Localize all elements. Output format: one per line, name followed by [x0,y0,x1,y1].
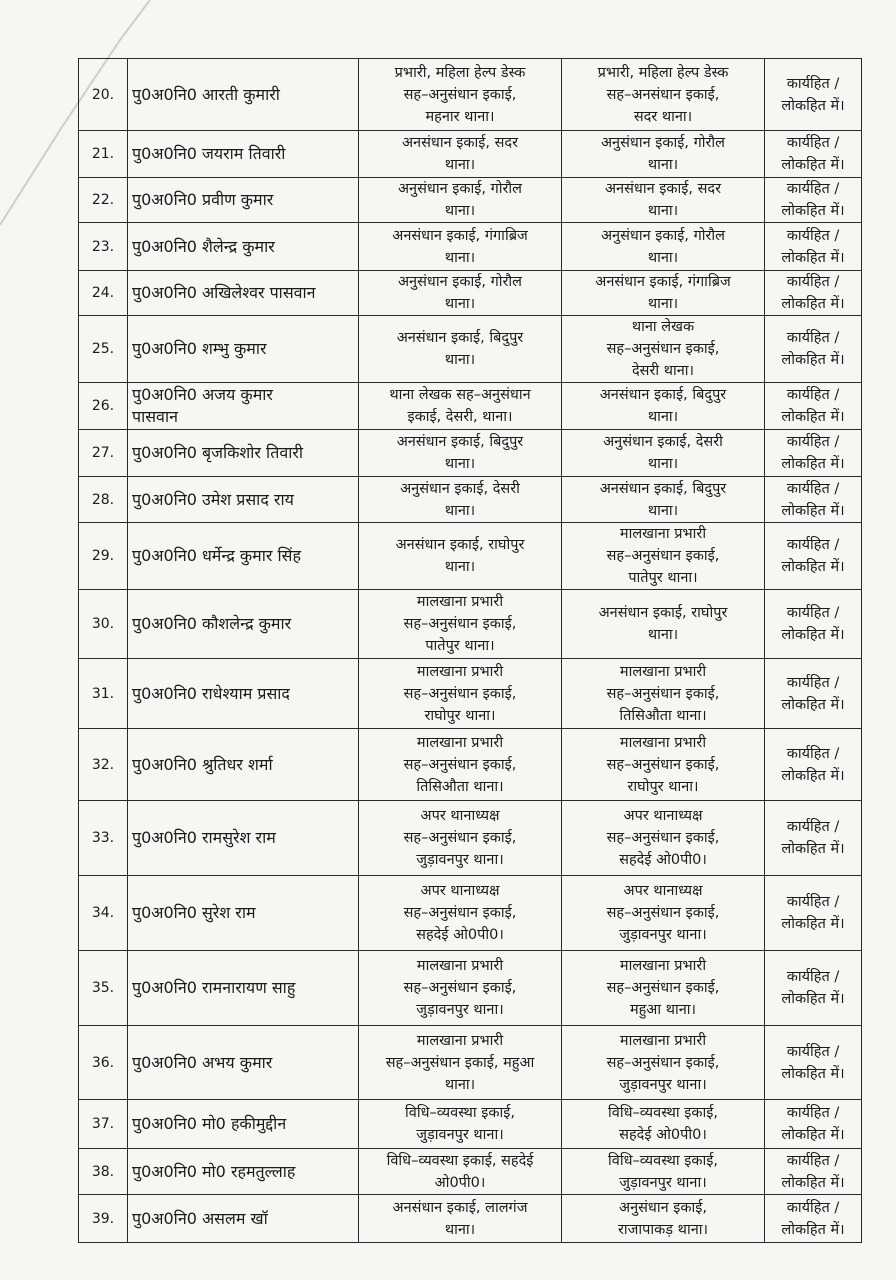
current-posting-cell [359,59,562,131]
new-posting-line: थाना। [647,456,679,472]
new-posting-line: तिसिऔता थाना। [619,707,707,724]
new-posting-line: अनुसंधान इकाई, देसरी [603,434,723,450]
new-posting-line: सह–अनुसंधान इकाई, [606,905,720,921]
serial-number-cell: 27. [79,430,128,477]
table-row [79,659,862,729]
new-posting-line: थाना लेखक [631,319,695,335]
new-posting-line: थाना। [647,203,679,219]
current-posting-line: थाना। [444,203,476,219]
transfer-reason-cell [765,223,862,271]
serial-number-cell: 34. [79,876,128,951]
transfer-reason-line: कार्यहित / [786,227,840,244]
transfer-reason-line: लोकहित में। [781,916,845,932]
transfer-reason-line: कार्यहित / [786,745,840,762]
new-posting-line: मालखाना प्रभारी [619,1032,707,1049]
new-posting-line: अनसंधान इकाई, गंगाब्रिज [595,274,731,290]
new-posting-line: सदर थाना। [633,108,693,125]
table-row [79,876,862,951]
new-posting-line: महुआ थाना। [629,1002,697,1018]
officer-name-line: पु0अ0नि0 प्रवीण कुमार [132,190,274,209]
current-posting-line: पातेपुर थाना। [425,638,495,654]
serial-number-cell: 21. [79,131,128,178]
new-posting-line: थाना। [647,157,679,173]
current-posting-line: जुड़ावनपुर थाना। [416,1127,504,1143]
officer-name-cell [128,59,359,131]
current-posting-line: सह–अनुसंधान इकाई, [403,905,517,921]
new-posting-line: सहदेई ओ0पी0। [619,852,707,868]
current-posting-line: मालखाना प्रभारी [416,1032,504,1049]
current-posting-cell [359,590,562,659]
new-posting-cell [562,523,765,590]
officer-name-cell [128,1026,359,1100]
serial-number-cell: 33. [79,801,128,876]
transfer-reason-line: कार्यहित / [786,480,840,497]
new-posting-line: सह–अनुसंधान इकाई, [606,1054,720,1071]
serial-number-cell: 32. [79,729,128,801]
serial-number-cell: 20. [79,59,128,131]
table-row [79,316,862,383]
current-posting-line: विधि–व्यवस्था इकाई, सहदेई [386,1152,534,1169]
transfer-reason-line: कार्यहित / [786,674,840,691]
transfer-reason-line: लोकहित में। [781,456,845,472]
transfer-reason-line: लोकहित में। [781,767,845,784]
officer-name-line: पु0अ0नि0 मो0 रहमतुल्लाह [132,1161,296,1181]
new-posting-line: राघोपुर थाना। [627,778,699,795]
new-posting-line: जुड़ावनपुर थाना। [619,1174,707,1191]
transfer-reason-line: लोकहित में। [781,157,845,173]
officer-name-line: पु0अ0नि0 राधेश्याम प्रसाद [132,683,290,703]
serial-number-cell: 38. [79,1149,128,1195]
current-posting-line: मालखाना प्रभारी [416,734,504,751]
table-row [79,383,862,430]
current-posting-line: मालखाना प्रभारी [416,663,504,680]
transfer-reason-cell [765,1100,862,1149]
new-posting-line: थाना। [647,296,679,312]
new-posting-line: सह–अनसंधान इकाई, [606,86,720,103]
new-posting-cell [562,951,765,1026]
current-posting-line: अनसंधान इकाई, राघोपुर [395,537,525,553]
officer-name-line: पासवान [132,407,178,426]
current-posting-line: थाना। [444,1221,476,1238]
current-posting-line: ओ0पी0। [434,1174,486,1191]
table-row [79,1100,862,1149]
transfer-reason-line: कार्यहित / [786,1152,840,1169]
new-posting-line: सह–अनुसंधान इकाई, [606,980,720,996]
officer-name-cell [128,951,359,1026]
transfer-reason-line: कार्यहित / [786,605,840,621]
transfer-reason-cell [765,590,862,659]
new-posting-cell [562,876,765,951]
current-posting-line: थाना। [444,1076,476,1093]
current-posting-line: अनसंधान इकाई, बिदुपुर [396,434,524,450]
officer-name-line: पु0अ0नि0 अजय कुमार [132,385,273,404]
serial-number-cell: 30. [79,590,128,659]
transfer-reason-cell [765,801,862,876]
transfer-reason-cell [765,178,862,223]
transfer-reason-cell [765,430,862,477]
transfer-reason-line: लोकहित में। [781,1174,845,1191]
officer-name-line: पु0अ0नि0 धर्मेन्द्र कुमार सिंह [132,546,301,565]
current-posting-line: अनसंधान इकाई, सदर [401,135,519,151]
officer-name-line: पु0अ0नि0 अभय कुमार [132,1052,273,1072]
table-row [79,477,862,523]
officer-name-cell [128,316,359,383]
current-posting-cell [359,316,562,383]
officer-name-line: पु0अ0नि0 रामसुरेश राम [132,828,276,847]
transfer-reason-line: लोकहित में। [781,991,845,1007]
new-posting-line: सह–अनुसंधान इकाई, [606,341,720,357]
current-posting-line: थाना। [444,296,476,312]
new-posting-line: मालखाना प्रभारी [619,526,707,542]
current-posting-cell [359,659,562,729]
officer-name-cell [128,430,359,477]
new-posting-line: अनसंधान इकाई, बिदुपुर [599,480,727,497]
current-posting-line: सह–अनुसंधान इकाई, [403,86,517,103]
new-posting-line: मालखाना प्रभारी [619,734,707,751]
current-posting-cell [359,131,562,178]
serial-number-cell: 24. [79,271,128,316]
current-posting-cell [359,1026,562,1100]
new-posting-cell [562,178,765,223]
new-posting-cell [562,477,765,523]
current-posting-line: सह–अनुसंधान इकाई, [403,756,517,773]
current-posting-line: प्रभारी, महिला हेल्प डेस्क [394,64,526,81]
transfer-reason-cell [765,1026,862,1100]
officer-name-cell [128,876,359,951]
transfer-reason-line: लोकहित में। [781,203,845,219]
transfer-reason-line: लोकहित में। [781,502,845,519]
officer-name-cell [128,590,359,659]
current-posting-cell [359,383,562,430]
new-posting-line: अपर थानाध्यक्ष [623,808,703,824]
serial-number-cell: 23. [79,223,128,271]
officer-name-line: पु0अ0नि0 मो0 हकीमुद्दीन [132,1114,287,1133]
officer-name-line: पु0अ0नि0 रामनारायण साहु [132,978,296,997]
transfer-reason-line: कार्यहित / [786,537,840,553]
table-row [79,1195,862,1243]
current-posting-line: तिसिऔता थाना। [416,778,504,795]
current-posting-line: थाना। [444,456,476,472]
officer-name-cell [128,271,359,316]
new-posting-cell [562,729,765,801]
table-row [79,801,862,876]
transfer-reason-line: कार्यहित / [786,75,840,92]
new-posting-line: सहदेई ओ0पी0। [619,1127,707,1143]
officer-name-line: पु0अ0नि0 असलम खॉ [132,1208,268,1228]
transfer-reason-cell [765,659,862,729]
current-posting-line: सह–अनुसंधान इकाई, महुआ [385,1054,535,1071]
transfer-reason-cell [765,383,862,430]
transfer-reason-line: कार्यहित / [786,330,840,346]
officer-name-cell [128,383,359,430]
new-posting-line: अनुसंधान इकाई, [619,1199,707,1216]
current-posting-line: अपर थानाध्यक्ष [420,883,500,899]
transfer-reason-line: लोकहित में। [781,1065,845,1082]
new-posting-line: अनसंधान इकाई, सदर [604,181,722,197]
current-posting-line: जुड़ावनपुर थाना। [416,1002,504,1018]
transfer-table [78,58,862,1243]
officer-name-line: पु0अ0नि0 जयराम तिवारी [132,144,286,163]
serial-number-cell: 36. [79,1026,128,1100]
current-posting-line: थाना। [444,502,476,519]
new-posting-line: सह–अनुसंधान इकाई, [606,830,720,846]
serial-number-cell: 31. [79,659,128,729]
transfer-reason-cell [765,59,862,131]
new-posting-line: मालखाना प्रभारी [619,663,707,680]
transfer-reason-line: कार्यहित / [786,1043,840,1060]
transfer-reason-cell [765,876,862,951]
current-posting-cell [359,1195,562,1243]
new-posting-line: राजापाकड़ थाना। [617,1221,708,1238]
current-posting-cell [359,1100,562,1149]
current-posting-line: अनुसंधान इकाई, गोरौल [397,181,523,197]
current-posting-line: थाना। [444,249,476,266]
new-posting-line: अनसंधान इकाई, राघोपुर [598,605,728,621]
transfer-reason-line: कार्यहित / [786,1105,840,1121]
table-row [79,523,862,590]
table-row [79,271,862,316]
officer-name-cell [128,477,359,523]
current-posting-cell [359,1149,562,1195]
transfer-reason-line: लोकहित में। [781,627,845,643]
transfer-reason-line: लोकहित में। [781,97,845,114]
serial-number-cell: 29. [79,523,128,590]
officer-name-cell [128,1149,359,1195]
officer-name-cell [128,178,359,223]
transfer-reason-cell [765,1149,862,1195]
new-posting-line: विधि–व्यवस्था इकाई, [608,1105,718,1121]
transfer-reason-line: लोकहित में। [781,1221,845,1238]
new-posting-cell [562,1100,765,1149]
new-posting-line: अपर थानाध्यक्ष [623,883,703,899]
serial-number-cell: 25. [79,316,128,383]
transfer-reason-cell [765,131,862,178]
serial-number-cell: 28. [79,477,128,523]
transfer-reason-cell [765,729,862,801]
current-posting-line: अपर थानाध्यक्ष [420,808,500,824]
transfer-reason-cell [765,477,862,523]
transfer-reason-line: लोकहित में। [781,352,845,368]
new-posting-line: थाना। [647,502,679,519]
new-posting-cell [562,271,765,316]
transfer-reason-line: कार्यहित / [786,135,840,151]
current-posting-line: विधि–व्यवस्था इकाई, [405,1105,515,1121]
transfer-reason-line: लोकहित में। [781,1127,845,1143]
transfer-reason-line: लोकहित में। [781,696,845,713]
transfer-reason-line: कार्यहित / [786,819,840,835]
current-posting-line: सहदेई ओ0पी0। [416,927,504,943]
current-posting-line: अनुसंधान इकाई, गोरौल [397,274,523,290]
transfer-reason-cell [765,316,862,383]
current-posting-cell [359,271,562,316]
table-row [79,131,862,178]
officer-name-line: पु0अ0नि0 शम्भु कुमार [132,339,267,358]
current-posting-line: थाना। [444,559,476,575]
officer-name-cell [128,659,359,729]
new-posting-cell [562,801,765,876]
current-posting-line: राघोपुर थाना। [424,707,496,724]
current-posting-cell [359,523,562,590]
current-posting-cell [359,178,562,223]
transfer-reason-line: लोकहित में। [781,559,845,575]
transfer-reason-line: कार्यहित / [786,969,840,985]
table-row [79,59,862,131]
transfer-reason-line: कार्यहित / [786,894,840,910]
officer-name-line: पु0अ0नि0 कौशलेन्द्र कुमार [132,614,292,633]
officer-name-cell [128,223,359,271]
new-posting-line: अनुसंधान इकाई, गोरौल [600,227,726,244]
serial-number-cell: 26. [79,383,128,430]
transfer-reason-line: लोकहित में। [781,249,845,266]
new-posting-line: सह–अनुसंधान इकाई, [606,685,720,702]
new-posting-cell [562,590,765,659]
transfer-reason-line: लोकहित में। [781,409,845,425]
officer-name-line: पु0अ0नि0 उमेश प्रसाद राय [132,489,294,509]
officer-name-line: पु0अ0नि0 श्रुतिधर शर्मा [132,754,273,774]
current-posting-line: थाना। [444,157,476,173]
table-row [79,1149,862,1195]
new-posting-line: अनुसंधान इकाई, गोरौल [600,135,726,151]
new-posting-cell [562,1149,765,1195]
current-posting-cell [359,729,562,801]
serial-number-cell: 35. [79,951,128,1026]
new-posting-line: देसरी थाना। [631,363,695,379]
current-posting-line: थाना लेखक सह–अनुसंधान [389,387,531,403]
new-posting-cell [562,659,765,729]
current-posting-cell [359,430,562,477]
current-posting-line: मालखाना प्रभारी [416,958,504,974]
new-posting-cell [562,131,765,178]
new-posting-line: थाना। [647,409,679,425]
transfer-reason-line: लोकहित में। [781,296,845,312]
current-posting-line: महनार थाना। [425,108,495,125]
officer-name-cell [128,801,359,876]
new-posting-line: प्रभारी, महिला हेल्प डेस्क [597,64,729,81]
current-posting-cell [359,951,562,1026]
table-row [79,223,862,271]
current-posting-line: इकाई, देसरी, थाना। [407,409,513,425]
current-posting-line: सह–अनुसंधान इकाई, [403,980,517,996]
officer-name-cell [128,523,359,590]
transfer-reason-line: कार्यहित / [786,1199,840,1216]
transfer-reason-cell [765,523,862,590]
table-row [79,590,862,659]
officer-name-line: पु0अ0नि0 शैलेन्द्र कुमार [132,236,275,256]
serial-number-cell: 37. [79,1100,128,1149]
officer-name-cell [128,1100,359,1149]
current-posting-line: सह–अनुसंधान इकाई, [403,830,517,846]
new-posting-cell [562,1026,765,1100]
table-row [79,729,862,801]
transfer-reason-line: कार्यहित / [786,387,840,403]
new-posting-cell [562,383,765,430]
current-posting-line: जुड़ावनपुर थाना। [416,852,504,868]
current-posting-line: थाना। [444,352,476,368]
current-posting-line: सह–अनुसंधान इकाई, [403,685,517,702]
new-posting-line: जुड़ावनपुर थाना। [619,1076,707,1093]
current-posting-cell [359,801,562,876]
officer-name-cell [128,131,359,178]
current-posting-line: मालखाना प्रभारी [416,594,504,610]
current-posting-line: अनसंधान इकाई, गंगाब्रिज [392,227,528,244]
new-posting-line: थाना। [647,249,679,266]
transfer-reason-cell [765,271,862,316]
new-posting-line: सह–अनुसंधान इकाई, [606,548,720,564]
table-row [79,1026,862,1100]
current-posting-line: अनसंधान इकाई, बिदुपुर [396,330,524,346]
transfer-reason-line: कार्यहित / [786,274,840,290]
new-posting-cell [562,1195,765,1243]
officer-name-cell [128,1195,359,1243]
new-posting-line: थाना। [647,627,679,643]
new-posting-line: जुड़ावनपुर थाना। [619,927,707,943]
current-posting-line: सह–अनुसंधान इकाई, [403,616,517,632]
transfer-reason-cell [765,951,862,1026]
serial-number-cell: 39. [79,1195,128,1243]
transfer-reason-line: लोकहित में। [781,841,845,857]
current-posting-cell [359,876,562,951]
officer-name-line: पु0अ0नि0 बृजकिशोर तिवारी [132,443,304,462]
transfer-reason-line: कार्यहित / [786,181,840,197]
new-posting-line: पातेपुर थाना। [628,570,698,586]
new-posting-line: अनसंधान इकाई, बिदुपुर [599,387,727,403]
new-posting-line: मालखाना प्रभारी [619,958,707,974]
new-posting-cell [562,430,765,477]
officer-name-cell [128,729,359,801]
table-row [79,178,862,223]
current-posting-cell [359,223,562,271]
transfer-reason-line: कार्यहित / [786,434,840,450]
officer-name-line: पु0अ0नि0 अखिलेश्वर पासवान [132,283,316,302]
serial-number-cell: 22. [79,178,128,223]
officer-name-line: पु0अ0नि0 आरती कुमारी [132,84,280,104]
new-posting-cell [562,223,765,271]
current-posting-line: अनसंधान इकाई, लालगंज [392,1199,528,1216]
current-posting-line: अनुसंधान इकाई, देसरी [400,480,520,497]
new-posting-line: विधि–व्यवस्था इकाई, [608,1152,718,1169]
table-row [79,951,862,1026]
transfer-reason-cell [765,1195,862,1243]
new-posting-cell [562,316,765,383]
new-posting-cell [562,59,765,131]
new-posting-line: सह–अनुसंधान इकाई, [606,756,720,773]
current-posting-cell [359,477,562,523]
table-row [79,430,862,477]
officer-name-line: पु0अ0नि0 सुरेश राम [132,903,256,922]
